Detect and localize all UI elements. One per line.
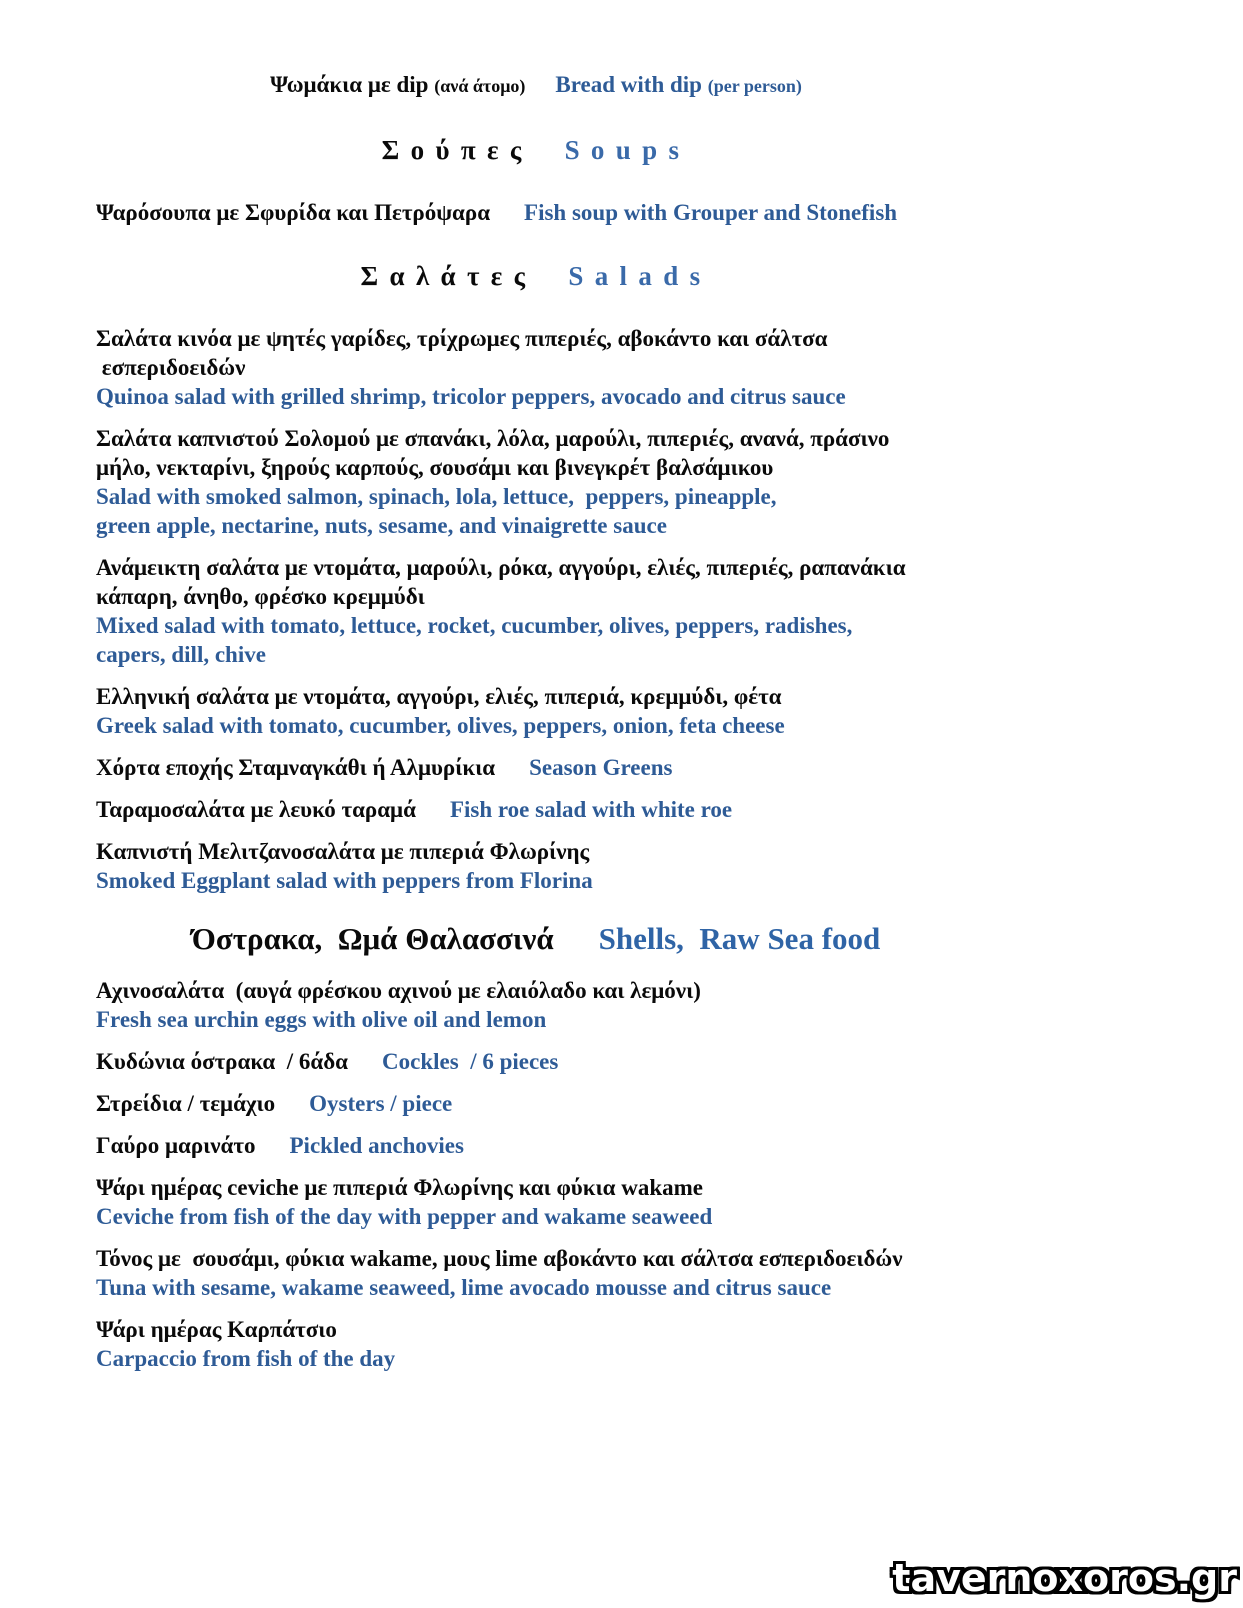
item-text-greek: εσπεριδοειδών [96,355,246,380]
menu-item-fish-soup [96,198,976,227]
item-text-greek: Χόρτα εποχής Σταμναγκάθι ή Αλμυρίκια [96,755,496,780]
menu-item-cockles [96,1047,976,1076]
menu-item-tuna [96,1244,976,1302]
menu-item-fish-roe-salad [96,795,976,824]
menu-item-pickled-anchovies [96,1131,976,1160]
section-title-english: Shells, Raw Sea food [598,921,881,956]
item-text-english: Mixed salad with tomato, lettuce, rocket, cucumber, olives, peppers, radishes, [96,613,853,638]
item-text-english: capers, dill, chive [96,642,266,667]
section-heading-shells-raw-seafood [96,919,976,959]
item-text-greek: Τόνος με σουσάμι, φύκια wakame, μους lime αβοκάντο και σάλτσα εσπεριδοειδών [96,1246,903,1271]
menu-item-season-greens [96,753,976,782]
item-paren-greek: (ανά άτομο) [434,76,526,96]
item-text-greek: Καπνιστή Μελιτζανοσαλάτα με πιπεριά Φλωρίνης [96,839,590,864]
item-text-english: Greek salad with tomato, cucumber, olives, peppers, onion, feta cheese [96,713,785,738]
item-text-greek: Ψάρι ημέρας Καρπάτσιο [96,1317,337,1342]
item-text-greek: Αχινοσαλάτα (αυγά φρέσκου αχινού με ελαιόλαδο και λεμόνι) [96,978,701,1003]
item-text-greek: Ψαρόσουπα με Σφυρίδα και Πετρόψαρα [96,200,491,225]
item-text-english: Fish roe salad with white roe [449,797,733,822]
item-text-english: Salad with smoked salmon, spinach, lola, lettuce, peppers, pineapple, [96,484,777,509]
item-text-english: Tuna with sesame, wakame seaweed, lime avocado mousse and citrus sauce [96,1275,832,1300]
item-text-greek: Σαλάτα καπνιστού Σολομού με σπανάκι, λόλα, μαρούλι, πιπεριές, ανανά, πράσινο [96,426,890,451]
item-text-greek: Ψάρι ημέρας ceviche με πιπεριά Φλωρίνης και φύκια wakame [96,1175,703,1200]
item-text-english: Fresh sea urchin eggs with olive oil and lemon [96,1007,547,1032]
menu-item-carpaccio [96,1315,976,1373]
section-title-greek: Σαλάτες [360,261,537,291]
item-text-english: Cockles / 6 pieces [382,1049,559,1074]
item-text-greek: μήλο, νεκταρίνι, ξηρούς καρπούς, σουσάμι και βινεγκρέτ βαλσάμικου [96,455,774,480]
menu-item-eggplant-salad [96,837,976,895]
item-text-english: green apple, nectarine, nuts, sesame, and vinaigrette sauce [96,513,667,538]
menu-item-mixed-salad [96,553,976,669]
watermark-tavernoxoros: tavernoxoros.gr [892,1556,1237,1600]
item-text-english: Carpaccio from fish of the day [96,1346,396,1371]
menu-item-salmon-salad [96,424,976,540]
menu-item-quinoa-salad [96,324,976,411]
menu-item-greek-salad [96,682,976,740]
item-text-greek: Γαύρο μαρινάτο [96,1133,256,1158]
section-title-english: Soups [564,135,691,165]
item-text-greek: Ταραμοσαλάτα με λευκό ταραμά [96,797,416,822]
item-text-greek: Ανάμεικτη σαλάτα με ντομάτα, μαρούλι, ρόκα, αγγούρι, ελιές, πιπεριές, ραπανάκια [96,555,906,580]
section-heading-salads [96,257,976,295]
item-text-english: Season Greens [529,755,673,780]
section-title-greek: Σούπες [381,135,533,165]
item-text-english: Fish soup with Grouper and Stonefish [524,200,898,225]
item-text-english: Oysters / piece [309,1091,453,1116]
item-text-greek: Ελληνική σαλάτα με ντομάτα, αγγούρι, ελιές, πιπεριά, κρεμμύδι, φέτα [96,684,782,709]
item-paren-english: (per person) [707,76,802,96]
item-text-greek: Σαλάτα κινόα με ψητές γαρίδες, τρίχρωμες πιπεριές, αβοκάντο και σάλτσα [96,326,828,351]
menu-content [96,70,976,1373]
item-text-english: Ceviche from fish of the day with pepper and wakame seaweed [96,1204,713,1229]
item-text-greek: Ψωμάκια με dip (ανά άτομο) [270,72,526,97]
item-text-greek: κάπαρη, άνηθο, φρέσκο κρεμμύδι [96,584,425,609]
item-text-greek: Κυδώνια όστρακα / 6άδα [96,1049,349,1074]
menu-item-oysters [96,1089,976,1118]
menu-item-sea-urchin [96,976,976,1034]
item-text-english: Smoked Eggplant salad with peppers from Florina [96,868,593,893]
menu-item-bread-dip [96,70,976,101]
item-text-english: Quinoa salad with grilled shrimp, tricolor peppers, avocado and citrus sauce [96,384,846,409]
section-title-greek: Όστρακα, Ωμά Θαλασσινά [191,921,554,956]
item-text-english: Bread with dip (per person) [555,72,802,97]
section-title-english: Salads [568,261,712,291]
item-text-greek: Στρείδια / τεμάχιο [96,1091,276,1116]
section-heading-soups [96,131,976,169]
menu-item-ceviche [96,1173,976,1231]
item-text-english: Pickled anchovies [289,1133,464,1158]
